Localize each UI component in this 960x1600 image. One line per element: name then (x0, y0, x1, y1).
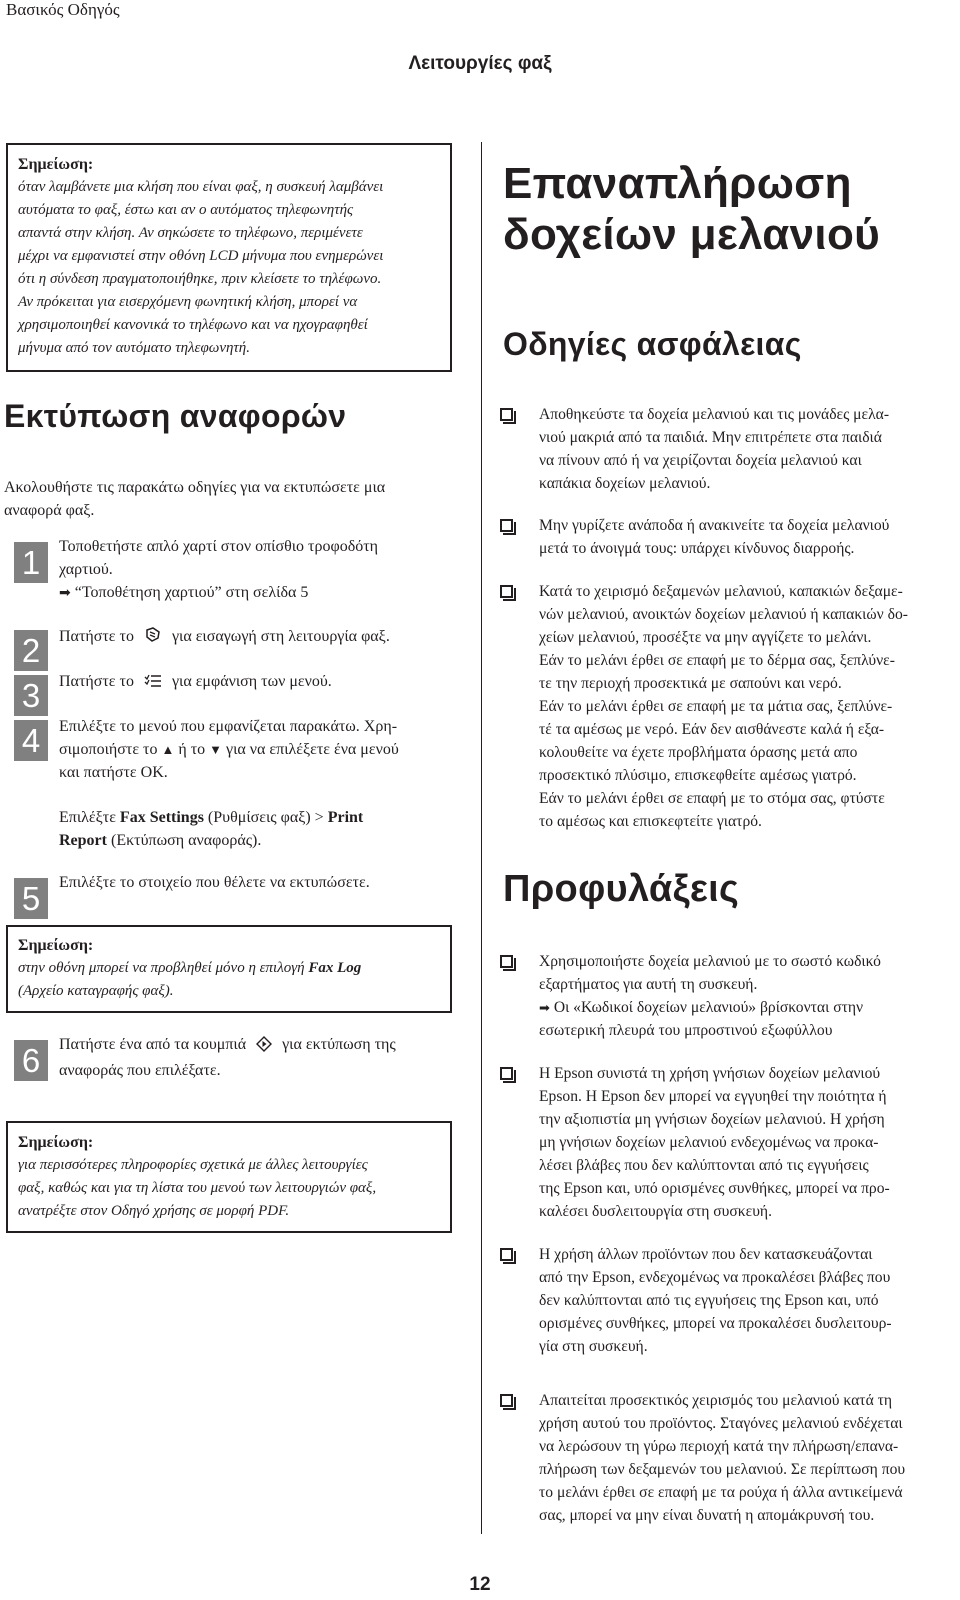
bullet-line: νιού μακριά από τα παιδιά. Μην επιτρέπετε στα παιδιά (539, 429, 882, 446)
bullet-text (539, 950, 950, 1042)
step-2-text (59, 625, 454, 651)
precaution-item-2 (500, 1062, 950, 1223)
checkbox-bullet-icon (500, 1067, 513, 1080)
bullet-line: Κατά το χειρισμό δεξαμενών μελανιού, καπακιών δεξαμε- (539, 583, 903, 600)
bullet-line: Εάν το μελάνι έρθει σε επαφή με τα μάτια σας, ξεπλύνε- (539, 698, 893, 715)
note-line: μέχρι να εμφανιστεί στην οθόνη LCD μήνυμα που ενημερώνει (18, 248, 384, 264)
step-6-text (59, 1033, 454, 1082)
bullet-text (539, 580, 950, 833)
note-line: μήνυμα από τον αυτόματο τηλεφωνητή. (18, 340, 250, 356)
step-number-1: 1 (14, 542, 48, 583)
document-title: Βασικός Οδηγός (6, 0, 120, 19)
bullet-line: τε την περιοχή προσεκτικά με σαπούνι και νερό. (539, 675, 842, 692)
bullet-line: ορισμένες συνθήκες, μπορεί να προκαλέσει δυσλειτουρ- (539, 1315, 892, 1332)
step-line: αναφοράς που επιλέξατε. (59, 1062, 221, 1079)
step-number-5: 5 (14, 878, 48, 919)
checkbox-bullet-icon (500, 1394, 513, 1407)
bullet-line: τέ τα αμέσως με νερό. Εάν δεν αισθάνεστε καλά ή εξα- (539, 721, 885, 738)
precaution-item-4 (500, 1389, 950, 1527)
step-line: Επιλέξτε το μενού που εμφανίζεται παρακάτω. Χρη- (59, 718, 398, 735)
step-1-text (59, 535, 454, 604)
cross-reference[interactable] (539, 996, 950, 1019)
bullet-line: Η Epson συνιστά τη χρήση γνήσιων δοχείων μελανιού (539, 1065, 881, 1082)
menu-item-print[interactable]: Print (327, 809, 364, 826)
step-line (59, 1033, 454, 1059)
bullet-line: γία στη συσκευή. (539, 1338, 648, 1355)
intro-line: Ακολουθήστε τις παρακάτω οδηγίες για να εκτυπώσετε μια (4, 479, 386, 496)
bullet-line: Εάν το μελάνι έρθει σε επαφή με το δέρμα σας, ξεπλύνε- (539, 652, 895, 669)
note-line: ότι η σύνδεση πραγματοποιήθηκε, πριν κλείσετε το τηλέφωνο. (18, 271, 382, 287)
cross-reference-link[interactable]: Οι «Κωδικοί δοχείων μελανιού» βρίσκονται στην (553, 999, 864, 1016)
reports-intro (4, 476, 454, 522)
note-line: αυτόματα το φαξ, έστω και αν ο αυτόματος τηλεφωνητής (18, 202, 354, 218)
section-header-title: Λειτουργίες φαξ (408, 53, 552, 74)
step-text-part: Πατήστε ένα από τα κουμπιά (59, 1036, 247, 1053)
note-bold-option: Fax Log (308, 960, 362, 976)
bullet-line: της Epson και, υπό ορισμένες συνθήκες, μπορεί να προ- (539, 1180, 890, 1197)
heading-line: Επαναπλήρωση (503, 159, 852, 208)
note-line: φαξ, καθώς και για τη λίστα του μενού των λειτουργιών φαξ, (18, 1180, 377, 1196)
ink-refill-heading (503, 158, 943, 260)
fax-icon (144, 626, 162, 651)
intro-line: αναφορά φαξ. (4, 502, 95, 519)
menu-path-text: (Ρυθμίσεις φαξ) > (207, 809, 324, 826)
safety-item-2 (500, 514, 950, 560)
step-text-after: για εμφάνιση των μενού. (171, 673, 332, 690)
reports-heading: Εκτύπωση αναφορών (4, 398, 347, 434)
bullet-line: καλέσει δυσλειτουργία στη συσκευή. (539, 1203, 772, 1220)
bullet-text (539, 514, 950, 560)
bullet-line: Χρησιμοποιήστε δοχεία μελανιού με το σωστό κωδικό (539, 953, 881, 970)
bullet-text (539, 403, 950, 495)
precautions-heading: Προφυλάξεις (503, 868, 740, 910)
note-text: στην οθόνη μπορεί να προβληθεί μόνο η επιλογή (18, 960, 305, 976)
note-box-more-info (6, 1121, 452, 1233)
heading-line: δοχείων μελανιού (503, 210, 881, 259)
precaution-item-3 (500, 1243, 950, 1358)
bullet-line: λέσει βλάβες που δεν καλύπτονται από τις εγγυήσεις (539, 1157, 869, 1174)
up-arrow-icon: ▲ (161, 742, 175, 757)
bullet-line: χρήση αυτού του προϊόντος. Σταγόνες μελανιού ενδέχεται (539, 1415, 903, 1432)
step-number-6: 6 (14, 1040, 48, 1081)
menu-path (59, 806, 454, 852)
bullet-line: να λερώσουν τη γύρω περιοχή κατά την πλήρωση/επανα- (539, 1438, 899, 1455)
step-text-part: σιμοποιήστε το (59, 741, 158, 758)
bullet-line: δεν καλύπτονται από τις εγγυήσεις της Epson και, υπό (539, 1292, 879, 1309)
note-line: Αν πρόκειται για εισερχόμενη φωνητική κλήση, μπορεί να (18, 294, 358, 310)
bullet-line: Εάν το μελάνι έρθει σε επαφή με το στόμα σας, φτύστε (539, 790, 885, 807)
page-number: 12 (469, 1574, 491, 1595)
checkbox-bullet-icon (500, 408, 513, 421)
note-line (18, 957, 440, 980)
bullet-line: πλήρωση των δεξαμενών του μελανιού. Σε περίπτωση που (539, 1461, 906, 1478)
bullet-line: Αποθηκεύστε τα δοχεία μελανιού και τις μονάδες μελα- (539, 406, 890, 423)
checkbox-bullet-icon (500, 519, 513, 532)
step-3-text (59, 670, 454, 696)
checkbox-bullet-icon (500, 955, 513, 968)
column-divider (481, 142, 482, 1534)
step-line: χαρτιού. (59, 561, 113, 578)
step-line: και πατήστε OK. (59, 764, 168, 781)
step-number-4: 4 (14, 720, 48, 761)
note-box-fax-log (6, 925, 452, 1013)
bullet-line: σας, μπορεί να μην είναι δυνατή η απομάκρυνσή του. (539, 1507, 875, 1524)
menu-path-text: (Εκτύπωση αναφοράς). (110, 832, 262, 849)
bullet-text (539, 1243, 950, 1358)
note-body (18, 176, 440, 360)
bullet-line: χείων μελανιού, προσέξτε να μην αγγίζετε το μελάνι. (539, 629, 872, 646)
step-line (59, 738, 454, 761)
bullet-line: το αμέσως και επισκεφτείτε γιατρό. (539, 813, 762, 830)
bullet-line: μη γνήσιων δοχείων μελανιού ενδεχομένως να προκα- (539, 1134, 879, 1151)
arrow-right-icon: ➡ (59, 584, 71, 600)
step-text-part: για να επιλέξετε ένα μενού (226, 741, 399, 758)
note-box-incoming-call (6, 143, 452, 372)
note-body (18, 1154, 440, 1223)
step-text-before: Πατήστε το (59, 628, 134, 645)
safety-item-3 (500, 580, 950, 833)
step-4-text (59, 715, 454, 852)
bullet-line: το μελάνι έρθει σε επαφή με τα ρούχα ή άλλα αντικείμενά (539, 1484, 903, 1501)
safety-item-1 (500, 403, 950, 495)
arrow-right-icon: ➡ (539, 1000, 550, 1015)
precaution-item-1 (500, 950, 950, 1042)
bullet-line: νών μελανιού, ανοικτών δοχείων μελανιού ή καπακιών δο- (539, 606, 908, 623)
step-number-2: 2 (14, 630, 48, 671)
note-body (18, 957, 440, 1003)
cross-reference-link[interactable]: “Τοποθέτηση χαρτιού” στη σελίδα 5 (74, 584, 309, 601)
step-text-after: για εισαγωγή στη λειτουργία φαξ. (171, 628, 390, 645)
note-line: (Αρχείο καταγραφής φαξ). (18, 983, 174, 999)
bullet-text (539, 1389, 950, 1527)
bullet-text (539, 1062, 950, 1223)
bullet-line: την αξιοπιστία μη γνήσιων δοχείων μελανιού. Η χρήση (539, 1111, 885, 1128)
note-line: απαντά στην κλήση. Αν σηκώσετε το τηλέφωνο, περιμένετε (18, 225, 363, 241)
bullet-line: καπάκια δοχείων μελανιού. (539, 475, 711, 492)
step-5-text: Επιλέξτε το στοιχείο που θέλετε να εκτυπώσετε. (59, 874, 370, 891)
bullet-line: Απαιτείται προσεκτικός χειρισμός του μελανιού κατά τη (539, 1392, 893, 1409)
step-number-3: 3 (14, 675, 48, 716)
menu-item-report[interactable]: Report (59, 832, 107, 849)
bullet-line: προσεκτικό πλύσιμο, επισκεφθείτε αμέσως γιατρό. (539, 767, 857, 784)
menu-icon (144, 673, 162, 696)
down-arrow-icon: ▼ (209, 742, 223, 757)
bullet-line: κολουθείτε να έχετε προβλήματα όρασης μετά απο (539, 744, 858, 761)
note-line: ανατρέξτε στον Οδηγό χρήσης σε μορφή PDF. (18, 1203, 290, 1219)
bullet-line: από την Epson, ενδεχομένως να προκαλέσει βλάβες που (539, 1269, 891, 1286)
note-title: Σημείωση: (18, 1134, 94, 1151)
bullet-line: μετά το άνοιγμά τους: υπάρχει κίνδυνος διαρροής. (539, 540, 855, 557)
note-line: όταν λαμβάνετε μια κλήση που είναι φαξ, η συσκευή λαμβάνει (18, 179, 384, 195)
cross-reference-link[interactable]: εσωτερική πλευρά του μπροστινού εξωφύλλου (539, 1022, 833, 1039)
bullet-line: εξαρτήματος για αυτή τη συσκευή. (539, 976, 758, 993)
bullet-line: Η χρήση άλλων προϊόντων που δεν κατασκευάζονται (539, 1246, 873, 1263)
checkbox-bullet-icon (500, 585, 513, 598)
note-line: χρησιμοποιηθεί κανονικά το τηλέφωνο και να ηχογραφηθεί (18, 317, 368, 333)
step-line: Τοποθετήστε απλό χαρτί στον οπίσθιο τροφοδότη (59, 538, 379, 555)
cross-reference[interactable] (59, 581, 454, 604)
note-title: Σημείωση: (18, 937, 94, 954)
step-text-before: Πατήστε το (59, 673, 134, 690)
note-line: για περισσότερες πληροφορίες σχετικά με άλλες λειτουργίες (18, 1157, 368, 1173)
note-title: Σημείωση: (18, 156, 94, 173)
step-text-part: για εκτύπωση της (282, 1036, 396, 1053)
checkbox-bullet-icon (500, 1248, 513, 1261)
bullet-line: να πίνουν από ή να χειρίζονται δοχεία μελανιού και (539, 452, 862, 469)
safety-heading: Οδηγίες ασφάλειας (503, 326, 802, 362)
bullet-line: Μην γυρίζετε ανάποδα ή ανακινείτε τα δοχεία μελανιού (539, 517, 890, 534)
step-text-part: ή το (178, 741, 206, 758)
start-icon (256, 1036, 272, 1059)
menu-item-fax-settings[interactable]: Fax Settings (119, 809, 204, 826)
menu-path-text: Επιλέξτε (59, 809, 116, 826)
bullet-line: Epson. Η Epson δεν μπορεί να εγγυηθεί την ποιότητα ή (539, 1088, 887, 1105)
